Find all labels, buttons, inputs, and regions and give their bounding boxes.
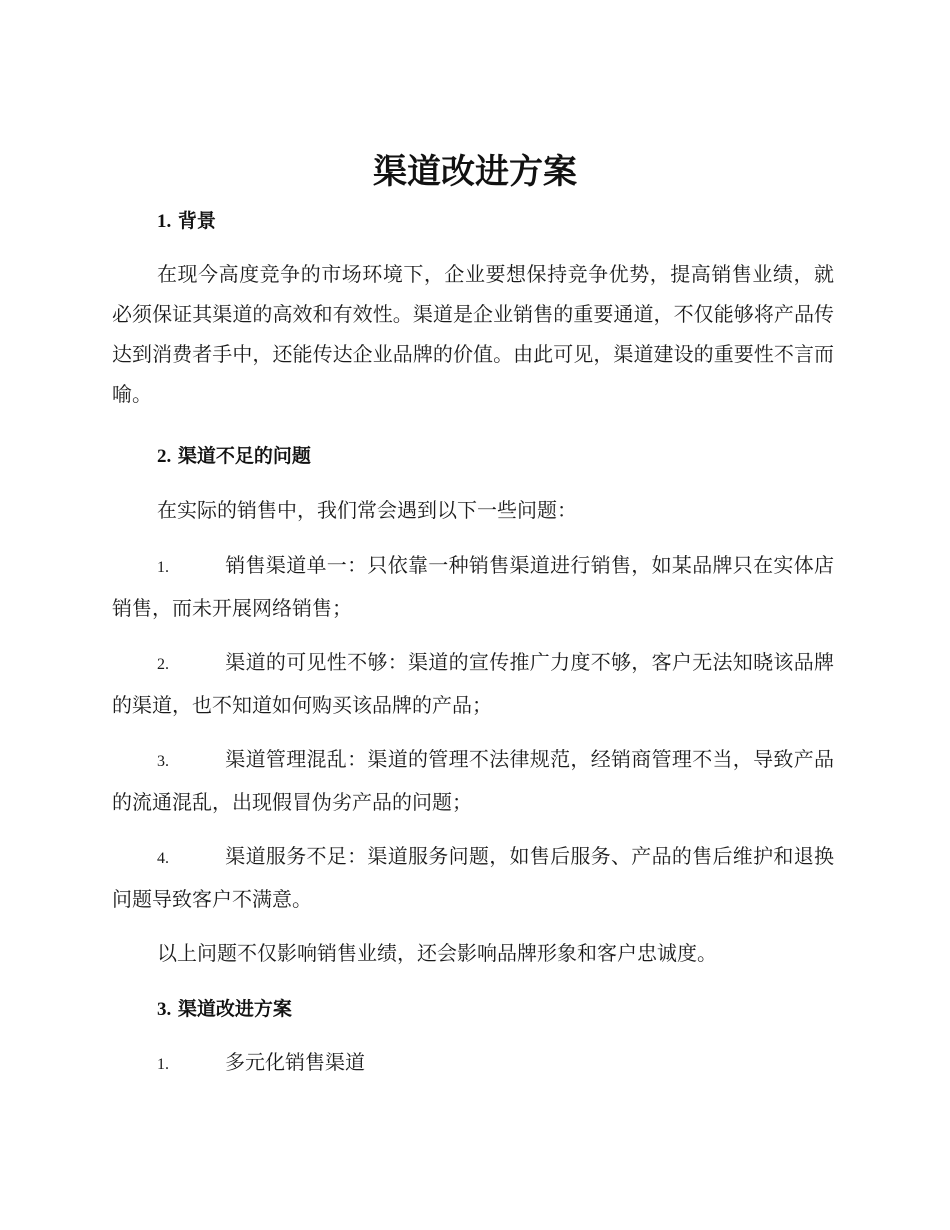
- section-number: 1.: [157, 211, 172, 232]
- list-marker: 1.: [157, 559, 169, 576]
- background-paragraph: 在现今高度竞争的市场环境下，企业要想保持竞争优势，提高销售业绩，就必须保证其渠道的高效和有效性。渠道是企业销售的重要通道，不仅能够将产品传达到消费者手中，还能传达企业品牌的价值。由此可见，渠道建设的重要性不言而喻。: [112, 262, 834, 406]
- problems-conclusion: 以上问题不仅影响销售业绩，还会影响品牌形象和客户忠诚度。: [157, 941, 717, 965]
- list-item: [112, 836, 834, 919]
- list-item-text: 多元化销售渠道: [225, 1050, 365, 1074]
- list-marker: 4.: [157, 850, 169, 867]
- section-title: 渠道不足的问题: [177, 445, 311, 467]
- section-heading-background: [157, 208, 216, 235]
- list-item: [112, 545, 834, 628]
- section-heading-problems: [157, 443, 311, 470]
- section-number: 3.: [157, 999, 172, 1020]
- list-item-text: 渠道管理混乱：渠道的管理不法律规范，经销商管理不当，导致产品的流通混乱，出现假冒伪劣产品的问题；: [112, 747, 834, 814]
- section-number: 2.: [157, 446, 172, 467]
- list-item: [112, 1042, 834, 1085]
- list-marker: 3.: [157, 753, 169, 770]
- list-item-text: 渠道服务不足：渠道服务问题，如售后服务、产品的售后维护和退换问题导致客户不满意。: [112, 844, 834, 911]
- list-item-text: 销售渠道单一：只依靠一种销售渠道进行销售，如某品牌只在实体店销售，而未开展网络销售；: [112, 553, 834, 620]
- list-marker: 2.: [157, 656, 169, 673]
- section-heading-improvement: [157, 996, 292, 1023]
- problems-intro: 在实际的销售中，我们常会遇到以下一些问题：: [157, 498, 577, 522]
- list-item-text: 渠道的可见性不够：渠道的宣传推广力度不够，客户无法知晓该品牌的渠道，也不知道如何购买该品牌的产品；: [112, 650, 834, 717]
- list-item: [112, 642, 834, 725]
- section-title: 渠道改进方案: [177, 998, 292, 1020]
- list-marker: 1.: [157, 1056, 169, 1073]
- document-title: 渠道改进方案: [373, 152, 577, 192]
- list-item: [112, 739, 834, 822]
- section-title: 背景: [177, 210, 216, 232]
